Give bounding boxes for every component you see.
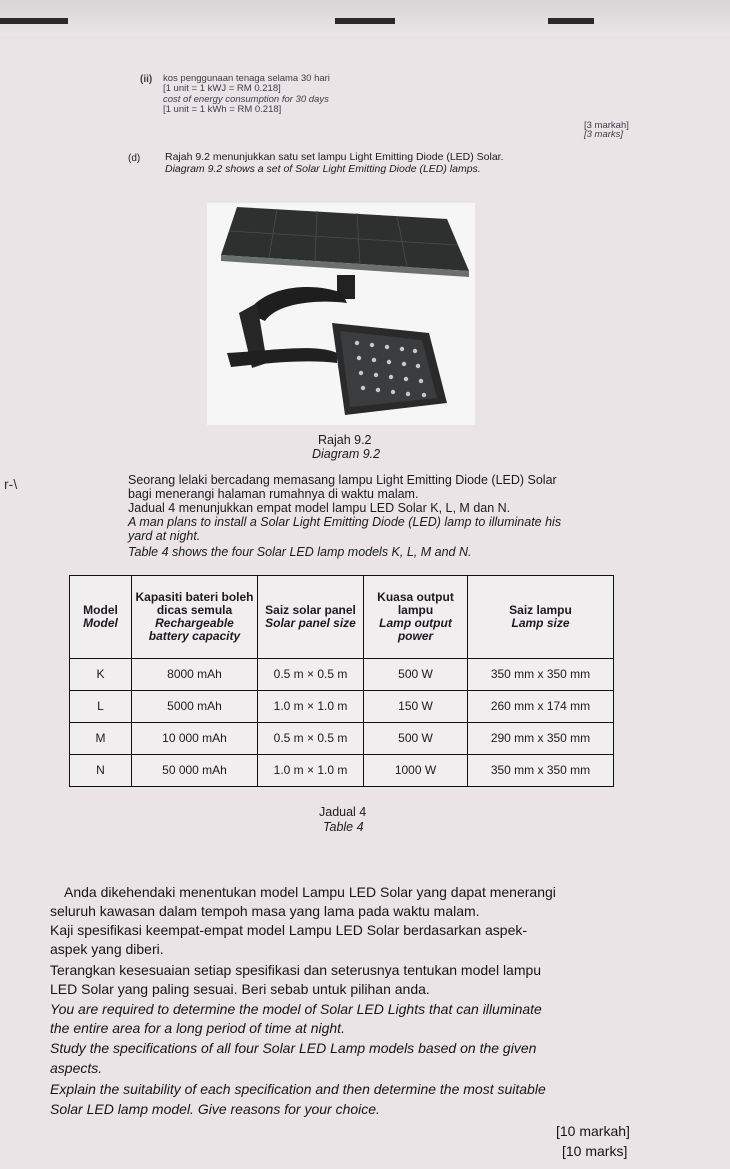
task-ms-line5: Terangkan kesesuaian setiap spesifikasi dan seterusnya tentukan model lampu [50,962,542,978]
cell-battery: 50 000 mAh [132,755,258,787]
intro-en-line2: yard at night. [128,529,201,543]
item-en-rate: [1 unit = 1 kWh = RM 0.218] [163,104,282,115]
cell-power: 500 W [364,723,468,755]
table-row [70,659,614,691]
solar-lamp-illustration [207,203,475,425]
task-en-line6: Solar LED lamp model. Give reasons for your choice. [50,1101,380,1117]
cell-panel: 0.5 m × 0.5 m [258,659,364,691]
intro-en-line3: Table 4 shows the four Solar LED lamp models K, L, M and N. [128,545,472,559]
header-model: Model Model [70,576,132,659]
header-power: Kuasa output lampu Lamp output power [364,576,468,659]
cell-battery: 8000 mAh [132,659,258,691]
cell-panel: 1.0 m × 1.0 m [258,755,364,787]
cell-size: 290 mm x 350 mm [468,723,614,755]
cell-panel: 1.0 m × 1.0 m [258,691,364,723]
cell-size: 350 mm x 350 mm [468,659,614,691]
question-ms: Rajah 9.2 menunjukkan satu set lampu Light Emitting Diode (LED) Solar. [165,151,504,163]
cell-size: 350 mm x 350 mm [468,755,614,787]
spec-table [69,575,614,787]
task-marks-ms: [10 markah] [556,1123,630,1139]
marks-en: [3 marks] [584,129,624,140]
intro-ms-line3: Jadual 4 menunjukkan empat model lampu LED Solar K, L, M dan N. [128,501,511,515]
item-label: (ii) [140,74,153,85]
task-en-line3: Study the specifications of all four Solar LED Lamp models based on the given [50,1040,537,1056]
top-rule-segment [335,18,395,24]
question-en: Diagram 9.2 shows a set of Solar Light Emitting Diode (LED) lamps. [165,163,481,175]
item-ms-line: kos penggunaan tenaga selama 30 hari [163,73,330,84]
header-size: Saiz lampu Lamp size [468,576,614,659]
top-rule-segment [548,18,594,24]
header-panel: Saiz solar panel Solar panel size [258,576,364,659]
item-ms-rate: [1 unit = 1 kWJ = RM 0.218] [163,83,281,94]
task-en-line4: aspects. [50,1060,103,1076]
cell-model: L [70,691,132,723]
cell-battery: 10 000 mAh [132,723,258,755]
intro-ms-line2: bagi menerangi halaman rumahnya di waktu malam. [128,487,419,501]
marks-ms: [3 markah] [584,120,629,131]
task-marks-en: [10 marks] [562,1143,628,1159]
table-row [70,691,614,723]
header-battery: Kapasiti bateri boleh dicas semula Rechargeable battery capacity [132,576,258,659]
solar-led-lamp-photo [207,203,475,425]
diagram-caption-en: Diagram 9.2 [312,447,381,461]
cell-size: 260 mm x 174 mm [468,691,614,723]
table-caption-ms: Jadual 4 [319,805,367,819]
intro-en-line1: A man plans to install a Solar Light Emitting Diode (LED) lamp to illuminate his [128,515,562,529]
question-label: (d) [128,153,141,164]
table-row [70,755,614,787]
table-row [70,723,614,755]
cell-power: 150 W [364,691,468,723]
cell-model: N [70,755,132,787]
cell-model: K [70,659,132,691]
cell-panel: 0.5 m × 0.5 m [258,723,364,755]
cell-power: 1000 W [364,755,468,787]
task-ms-line1: Anda dikehendaki menentukan model Lampu LED Solar yang dapat menerangi [64,884,556,900]
top-rule-segment [0,18,68,24]
diagram-caption-ms: Rajah 9.2 [318,433,372,447]
task-ms-line2: seluruh kawasan dalam tempoh masa yang lama pada waktu malam. [50,903,480,919]
task-en-line5: Explain the suitability of each specification and then determine the most suitable [50,1081,546,1097]
task-en-line2: the entire area for a long period of time at night. [50,1020,345,1036]
cell-battery: 5000 mAh [132,691,258,723]
task-ms-line6: LED Solar yang paling sesuai. Beri sebab untuk pilihan anda. [50,981,430,997]
task-ms-line3: Kaji spesifikasi keempat-empat model Lampu LED Solar berdasarkan aspek- [50,922,528,938]
task-en-line1: You are required to determine the model of Solar LED Lights that can illuminate [50,1001,542,1017]
task-ms-line4: aspek yang diberi. [50,941,164,957]
margin-handwriting: r-\ [4,476,18,492]
table-header-row [70,576,614,659]
cell-model: M [70,723,132,755]
item-en-line: cost of energy consumption for 30 days [163,94,329,105]
intro-ms-line1: Seorang lelaki bercadang memasang lampu Light Emitting Diode (LED) Solar [128,473,557,487]
table-caption-en: Table 4 [323,820,364,834]
cell-power: 500 W [364,659,468,691]
